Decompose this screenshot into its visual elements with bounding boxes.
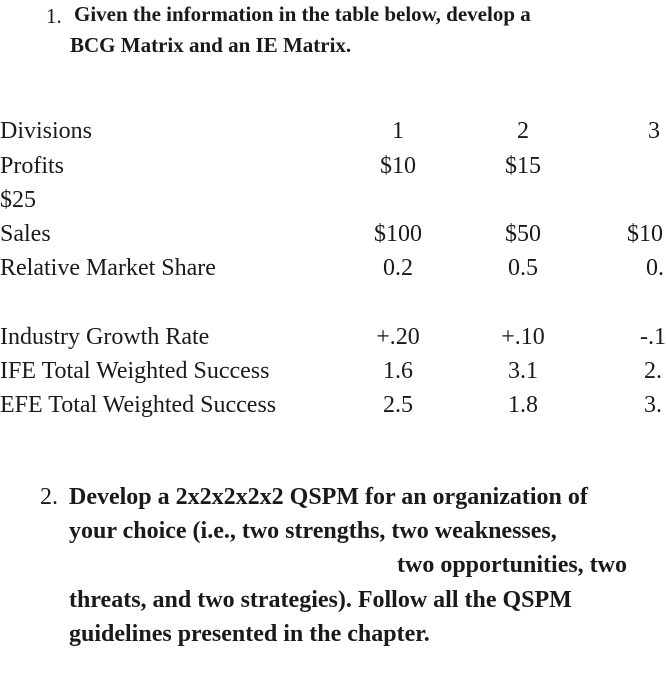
table-cell: $100 (374, 221, 422, 247)
table-cell: $10 (380, 153, 416, 179)
table-cell: 0.5 (508, 255, 538, 281)
table-cell: 0.2 (383, 255, 413, 281)
question-1-text-line-2: BCG Matrix and an IE Matrix. (70, 33, 352, 57)
question-2-text-line-1: Develop a 2x2x2x2x2 QSPM for an organization of (69, 484, 588, 510)
table-row-label: Sales (0, 221, 51, 247)
table-cell: +.10 (501, 324, 545, 350)
table-cell: $15 (505, 153, 541, 179)
question-1-text-line-1: Given the information in the table below, develop a (74, 2, 531, 26)
table-cell: 0. (646, 255, 664, 281)
question-2-text-line-3: two opportunities, two (397, 552, 628, 578)
table-row-label: Profits (0, 153, 65, 179)
table-cell: +.20 (376, 324, 420, 350)
table-cell: -.1 (640, 324, 666, 350)
table-row-label: IFE Total Weighted Success (0, 358, 270, 384)
table-cell: $50 (505, 221, 541, 247)
question-1-number: 1. (46, 4, 62, 28)
question-2-number: 2. (40, 484, 58, 510)
table-cell: 1.8 (508, 392, 538, 418)
table-row-label: EFE Total Weighted Success (0, 392, 277, 418)
table-cell: 1 (392, 118, 404, 144)
question-2-text-line-4: threats, and two strategies). Follow all the QSPM (69, 587, 572, 613)
table-cell: 2.5 (383, 392, 413, 418)
table-cell: 2. (644, 358, 662, 384)
question-2-text-line-5: guidelines presented in the chapter. (69, 621, 430, 647)
table-cell: 3. (644, 392, 662, 418)
table-row-label: Divisions (0, 118, 93, 144)
table-row-label: Relative Market Share (0, 255, 216, 281)
table-cell: 2 (517, 118, 529, 144)
table-cell: 1.6 (383, 358, 413, 384)
table-row-label: Industry Growth Rate (0, 324, 210, 350)
table-row-label: $25 (0, 187, 36, 213)
table-cell: 3 (648, 118, 660, 144)
table-cell: 3.1 (508, 358, 538, 384)
table-cell: $10 (627, 221, 663, 247)
question-2-text-line-2: your choice (i.e., two strengths, two weaknesses, (69, 518, 557, 544)
